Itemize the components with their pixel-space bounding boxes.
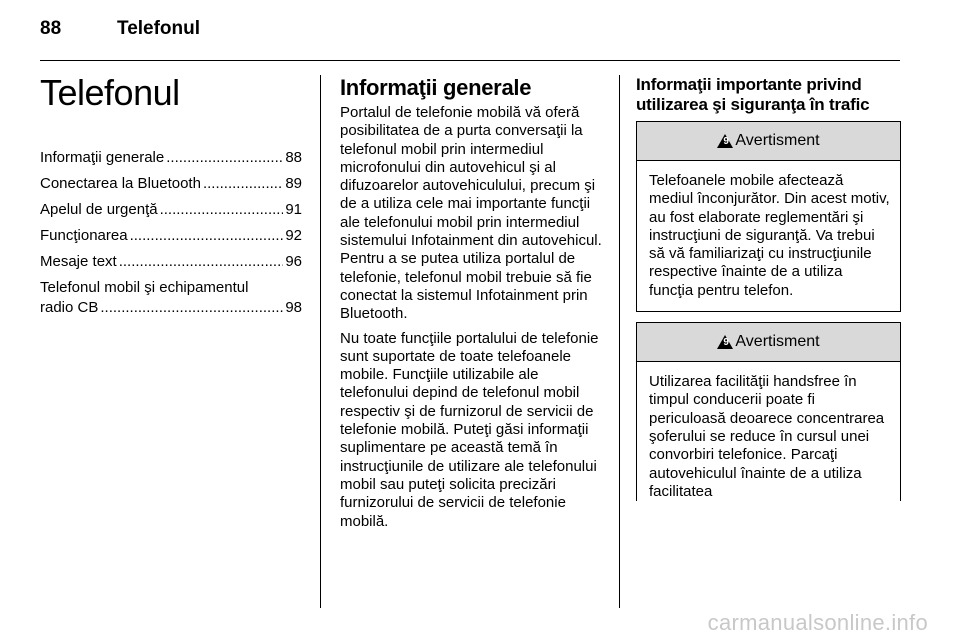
toc-item[interactable] xyxy=(40,200,302,220)
warning-text: Telefoanele mobile afectează mediul înconjurător. Din acest motiv, au fost elaborate reglementări şi instrucţiuni de siguranţă. Va trebui să vă familiarizaţi cu instrucţiunile respective înainte de a utiliza funcţia pentru telefon. xyxy=(649,172,890,299)
toc-leader-dots xyxy=(160,200,284,220)
warning-header xyxy=(637,323,900,362)
toc-item-page: 88 xyxy=(285,149,302,166)
toc-item-page: 89 xyxy=(285,175,302,192)
warning-title: Avertisment xyxy=(735,333,820,351)
header-rule xyxy=(40,60,900,61)
paragraph: Portalul de telefonie mobilă vă oferă posibilitatea de a purta conversaţii la telefonul mobil prin intermediul microfonului din autovehicul şi al difuzoarelor autovehiculului, precum şi de a utiliza cele mai importante funcţii ale telefonului mobil prin intermediul sistemului Infotainment din autovehicul. Pentru a se putea utiliza portalul de telefonie, telefonul mobil trebuie să fie conectat la sistemul Infotainment prin Bluetooth. xyxy=(340,104,602,323)
table-of-contents xyxy=(40,148,302,318)
section-heading: Informaţii generale xyxy=(340,75,532,100)
warning-triangle-icon: 9 xyxy=(717,134,733,148)
toc-item-label: Telefonul mobil şi echipamentul xyxy=(40,279,249,296)
toc-item[interactable] xyxy=(40,252,302,272)
general-info-section xyxy=(340,75,602,537)
toc-item-label: Mesaje text xyxy=(40,253,117,270)
warning-triangle-icon: 9 xyxy=(717,335,733,349)
column-divider xyxy=(320,75,321,608)
toc-item-label: Conectarea la Bluetooth xyxy=(40,175,201,192)
toc-item-page: 92 xyxy=(285,227,302,244)
toc-item[interactable] xyxy=(40,278,302,318)
toc-leader-dots xyxy=(203,174,283,194)
toc-item-page: 96 xyxy=(285,253,302,270)
toc-item-label: Funcţionarea xyxy=(40,227,128,244)
paragraph: Nu toate funcţiile portalului de telefonie sunt suportate de toate telefoanele mobile. Funcţiile utilizabile ale telefonului depind de telefonul mobil respectiv şi de furnizorul de servicii de telefonie mobilă. Puteţi găsi informaţii suplimentare pe această temă în instrucţiunile de utilizare ale telefonului mobil sau puteţi solicita precizări furnizorului de servicii de telefonie mobilă. xyxy=(340,329,599,530)
warning-box xyxy=(636,121,901,312)
warning-box xyxy=(636,322,901,501)
warning-title: Avertisment xyxy=(735,132,820,149)
toc-item-page: 98 xyxy=(285,299,302,316)
toc-leader-dots xyxy=(100,298,283,318)
toc-item[interactable] xyxy=(40,174,302,194)
toc-leader-dots xyxy=(119,252,284,272)
toc-leader-dots xyxy=(130,226,284,246)
warning-text: Utilizarea facilităţii handsfree în timpul conducerii poate fi periculoasă deoarece concentrarea şoferului se reduce în cursul unei convorbiri telefonice. Parcaţi autovehiculul înainte de a utiliza facilitatea xyxy=(649,373,885,500)
toc-leader-dots xyxy=(166,148,283,168)
chapter-title: Telefonul xyxy=(40,72,180,113)
toc-item[interactable] xyxy=(40,148,302,168)
watermark: carmanualsonline.info xyxy=(707,610,928,635)
toc-item[interactable] xyxy=(40,226,302,246)
toc-item-label: radio CB xyxy=(40,299,99,316)
toc-item-label: Apelul de urgenţă xyxy=(40,201,158,218)
toc-item-label: Informaţii generale xyxy=(40,149,165,166)
warning-header xyxy=(637,122,900,161)
toc-item-page: 91 xyxy=(285,201,302,218)
column-divider xyxy=(619,75,620,608)
safety-section xyxy=(636,75,901,511)
section-heading: Informaţii importante privind utilizarea şi siguranţa în trafic xyxy=(636,75,870,114)
page-number: 88 xyxy=(40,18,62,39)
running-title: Telefonul xyxy=(117,18,201,39)
